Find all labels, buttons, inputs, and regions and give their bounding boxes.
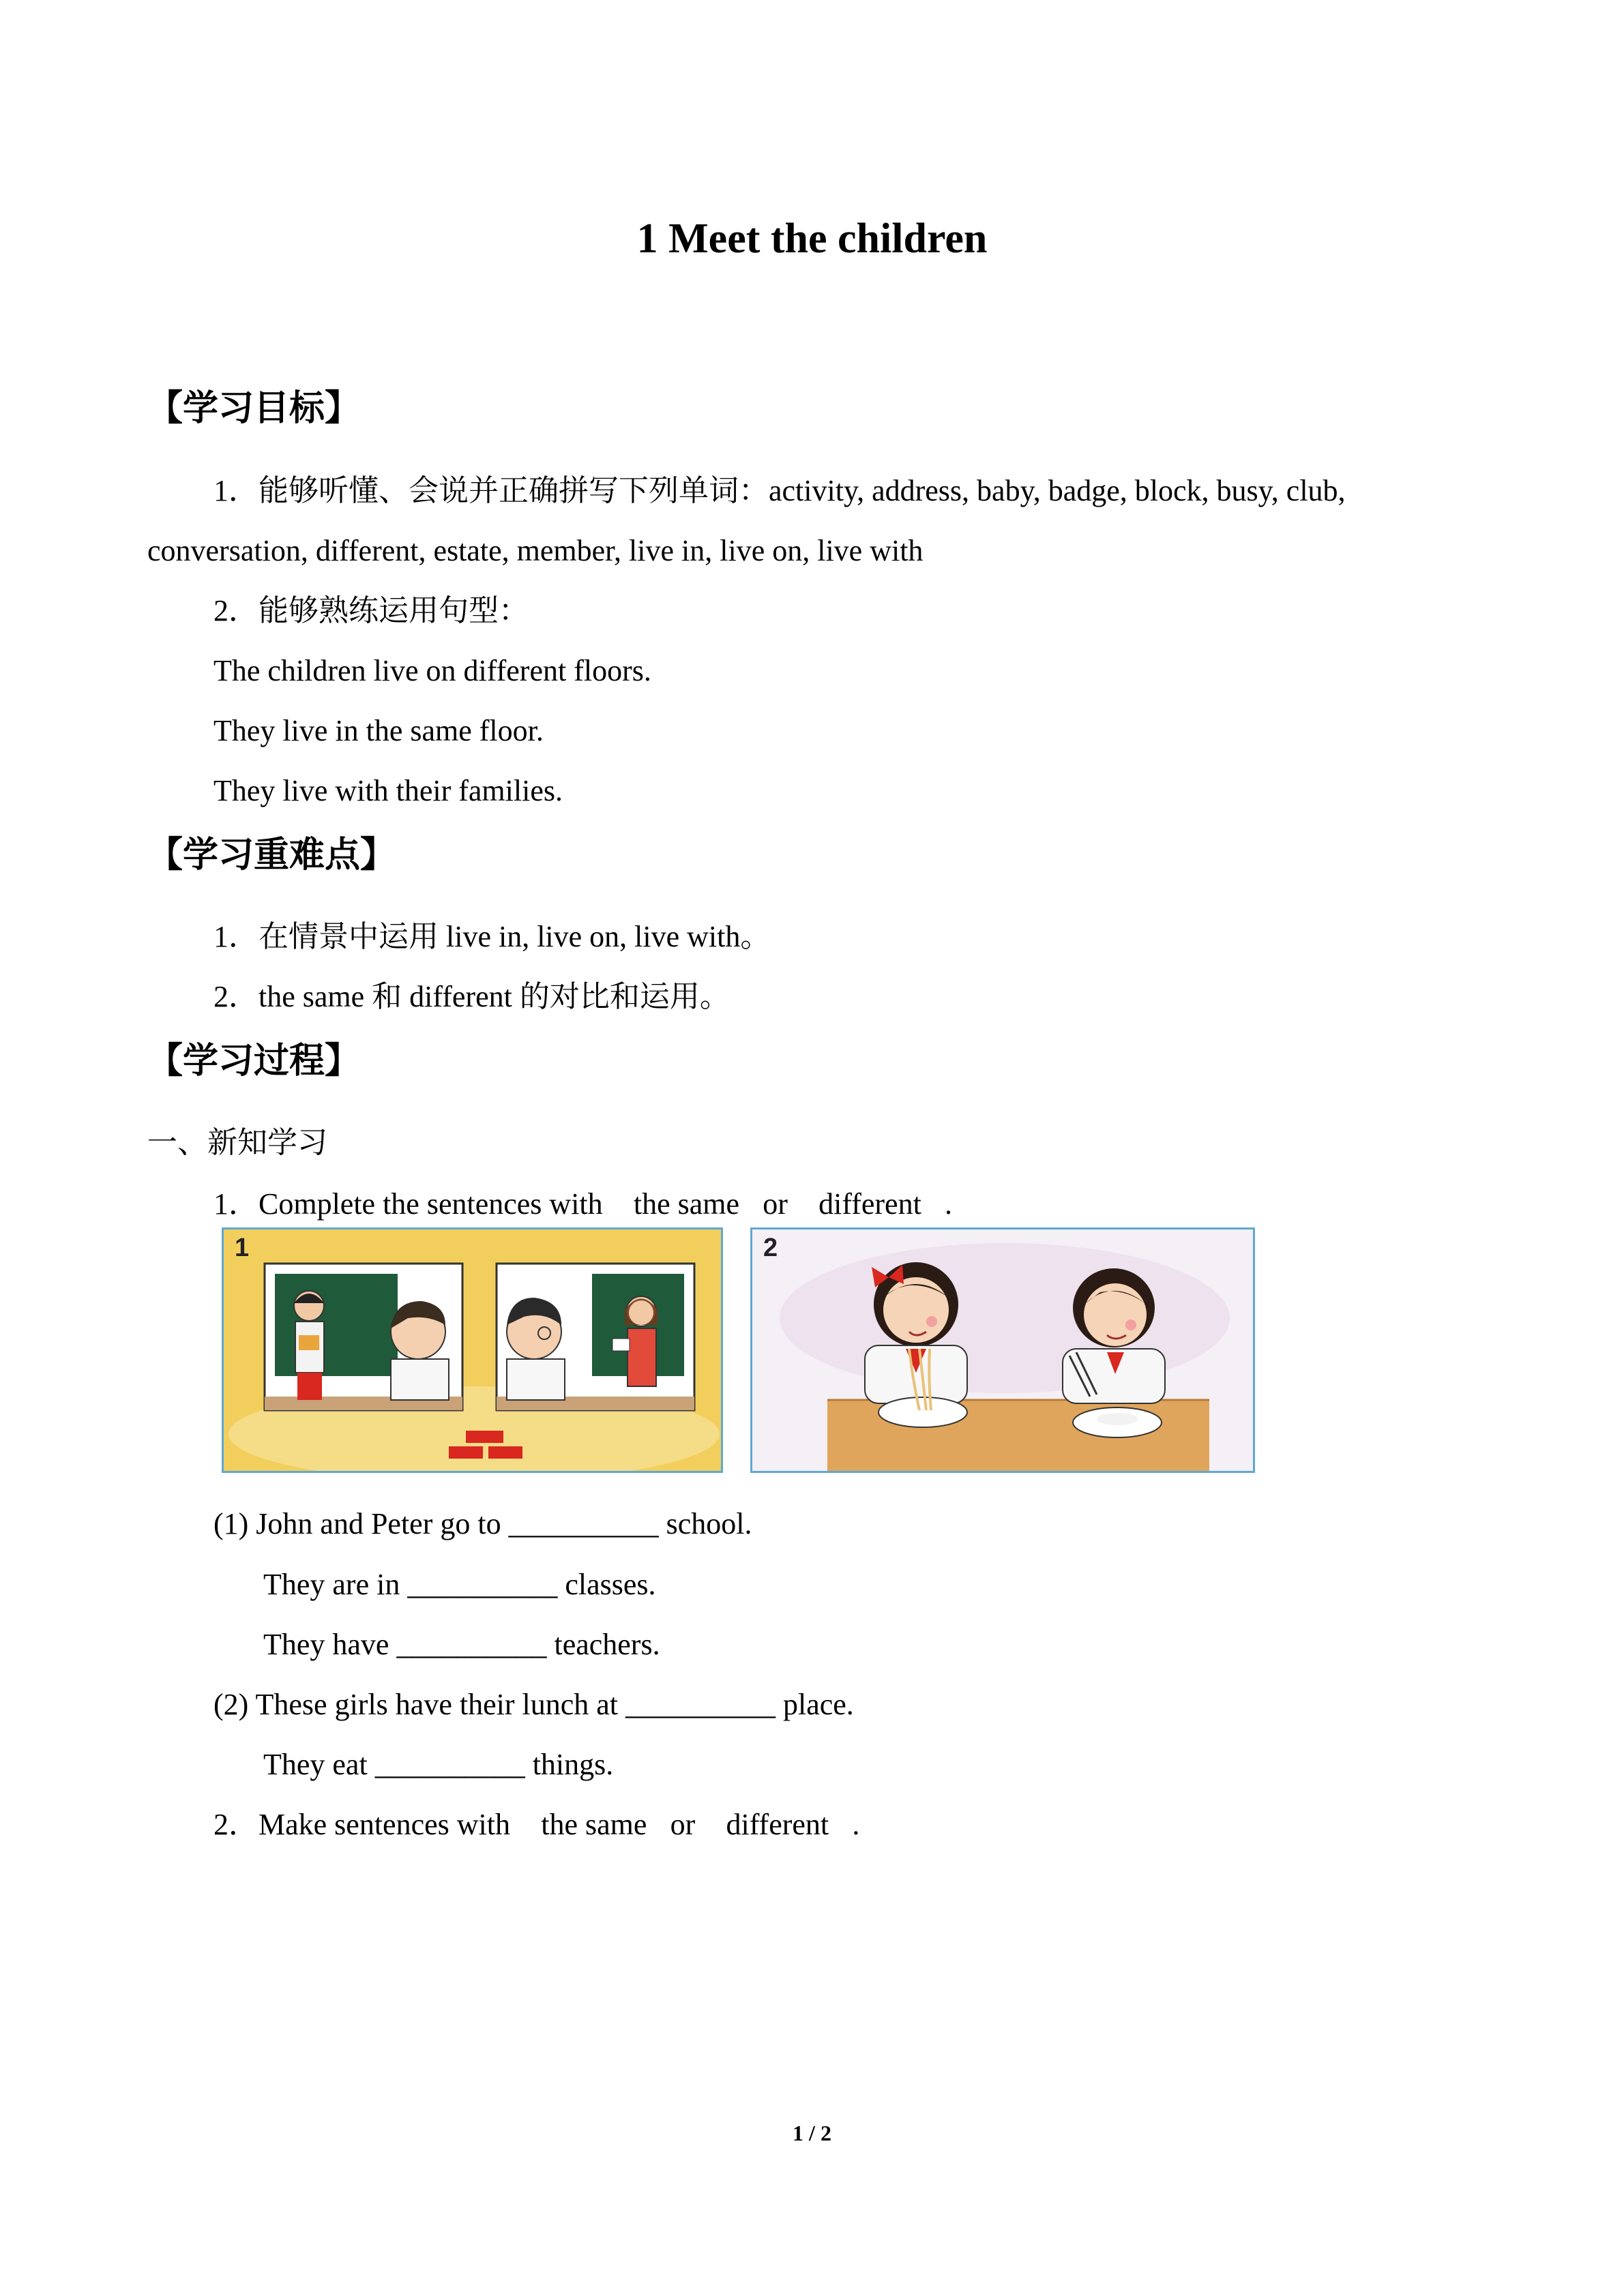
picture-girls-lunch [750, 1227, 1255, 1473]
objectives-item1-line1: 1．能够听懂、会说并正确拼写下列单词：activity, address, baby, badge, block, busy, club, [213, 474, 1346, 507]
question1-line2: They are in __________ classes. [263, 1568, 656, 1601]
picture1-number: 1 [235, 1234, 250, 1262]
sentence-pattern-2: They live in the same floor. [213, 714, 544, 747]
question1-line3: They have __________ teachers. [263, 1628, 660, 1661]
sentence-pattern-1: The children live on different floors. [213, 654, 651, 687]
classrooms-illustration [224, 1229, 723, 1473]
key-point-1: 1．在情景中运用 live in, live on, live with。 [213, 920, 771, 953]
page-number: 1 / 2 [793, 2121, 831, 2145]
question2-line2: They eat __________ things. [263, 1748, 614, 1781]
objectives-heading: 【学习目标】 [147, 389, 361, 428]
key-point-2: 2．the same 和 different 的对比和运用。 [213, 980, 730, 1013]
picture-classrooms [222, 1227, 723, 1473]
task2-instruction: 2．Make sentences with  the same or  different . [213, 1808, 860, 1841]
girls-lunch-illustration [752, 1229, 1255, 1473]
question2-line1: (2) These girls have their lunch at __________ place. [213, 1688, 854, 1721]
process-heading: 【学习过程】 [147, 1042, 361, 1081]
part1-title: 一、新知学习 [147, 1126, 327, 1159]
objectives-item2: 2．能够熟练运用句型： [213, 594, 529, 627]
key-points-heading: 【学习重难点】 [147, 836, 396, 875]
page-title: 1 Meet the children [636, 215, 988, 262]
sentence-pattern-3: They live with their families. [213, 774, 563, 807]
objectives-item1-line2: conversation, different, estate, member, live in, live on, live with [147, 534, 924, 567]
question1-line1: (1) John and Peter go to __________ school. [213, 1507, 752, 1540]
task1-instruction: 1．Complete the sentences with  the same or  different . [213, 1187, 953, 1221]
picture2-number: 2 [763, 1234, 778, 1262]
